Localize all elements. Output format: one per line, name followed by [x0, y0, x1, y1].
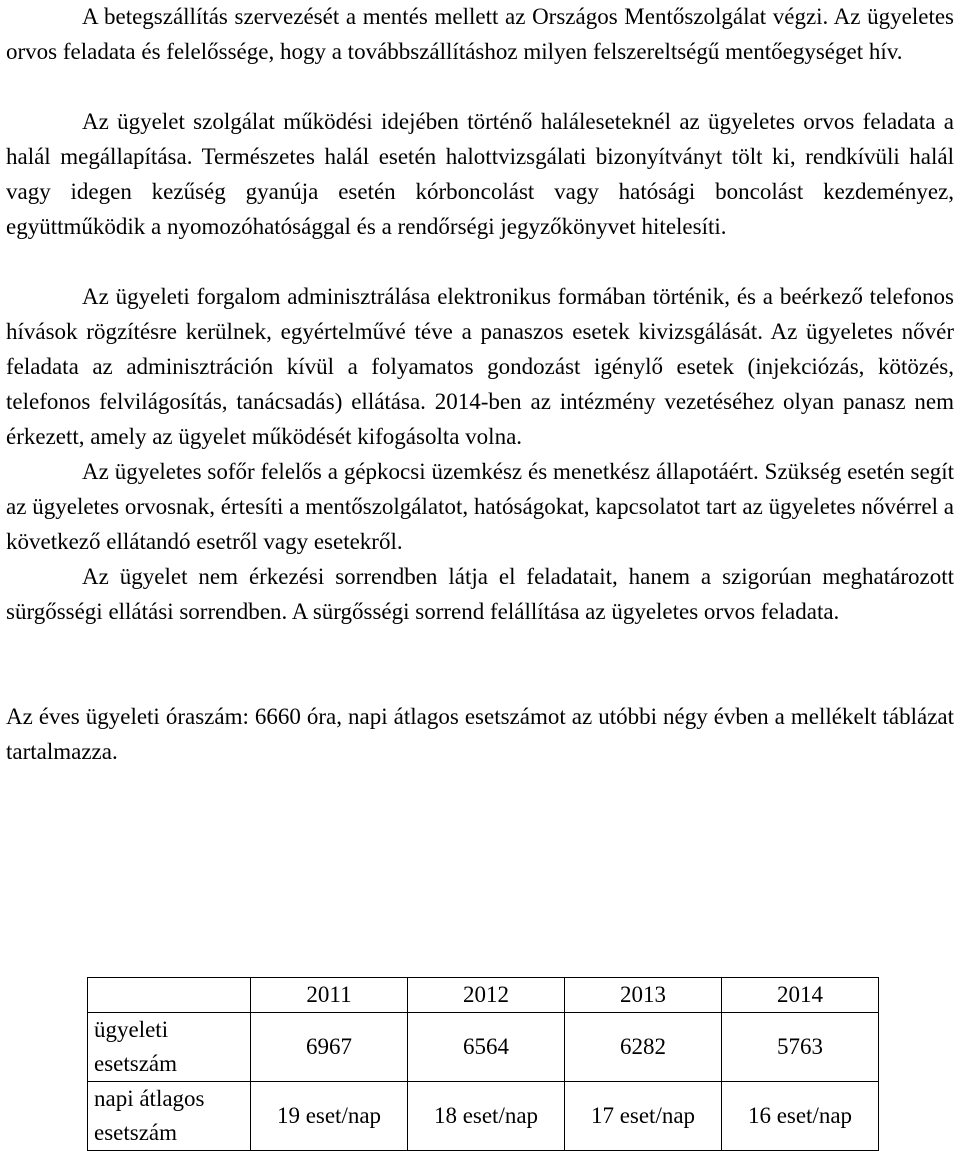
paragraph-priority: Az ügyelet nem érkezési sorrendben látja el feladatait, hanem a szigorúan meghatározott sürgősségi ellátási sorrendben. A sürgősségi sorrend felállítása az ügyeletes orvos feladata. [6, 564, 954, 624]
table-header-row [88, 978, 879, 1013]
year-cell: 2013 [565, 978, 722, 1013]
paragraph-ambulance: A betegszállítás szervezését a mentés mellett az Országos Mentőszolgálat végzi. Az ügyeletes orvos feladata és felelőssége, hogy a továbbszállításhoz milyen felszereltségű mentőegységet hív. [6, 4, 954, 64]
year-cell: 2014 [722, 978, 879, 1013]
table-cell: 6282 [565, 1013, 722, 1082]
table-cell: 17 eset/nap [565, 1082, 722, 1151]
year-cell: 2012 [408, 978, 565, 1013]
table-cell: 6967 [251, 1013, 408, 1082]
table-cell: 5763 [722, 1013, 879, 1082]
table-cell: 16 eset/nap [722, 1082, 879, 1151]
row-label: ügyeleti esetszám [88, 1013, 251, 1082]
document-page [6, 0, 954, 769]
table-row [88, 1013, 879, 1082]
paragraph-annual-hours: Az éves ügyeleti óraszám: 6660 óra, napi átlagos esetszámot az utóbbi négy évben a mellékelt táblázat tartalmazza. [6, 704, 954, 764]
table-cell: 18 eset/nap [408, 1082, 565, 1151]
table-cell: 19 eset/nap [251, 1082, 408, 1151]
table-cell: 6564 [408, 1013, 565, 1082]
table-corner-cell [88, 978, 251, 1013]
paragraph-death-cases: Az ügyelet szolgálat működési idejében történő haláleseteknél az ügyeletes orvos feladata a halál megállapítása. Természetes halál esetén halottvizsgálati bizonyítványt tölt ki, rendkívüli halál vagy idegen kezűség gyanúja esetén kórboncolást vagy hatósági boncolást kezdeményez, együttműködik a nyomozóhatósággal és a rendőrségi jegyzőkönyvet hitelesíti. [6, 109, 954, 239]
year-cell: 2011 [251, 978, 408, 1013]
paragraph-administration: Az ügyeleti forgalom adminisztrálása elektronikus formában történik, és a beérkező telefonos hívások rögzítésre kerülnek, egyértelművé téve a panaszos esetek kivizsgálását. Az ügyeletes nővér feladata az adminisztráción kívül a folyamatos gondozást igénylő esetek (injekciózás, kötözés, telefonos felvilágosítás, tanácsadás) ellátása. 2014-ben az intézmény vezetéséhez olyan panasz nem érkezett, amely az ügyelet működését kifogásolta volna. [6, 284, 954, 449]
row-label: napi átlagos esetszám [88, 1082, 251, 1151]
table-row [88, 1082, 879, 1151]
paragraph-driver: Az ügyeletes sofőr felelős a gépkocsi üzemkész és menetkész állapotáért. Szükség esetén segít az ügyeletes orvosnak, értesíti a mentőszolgálatot, hatóságokat, kapcsolatot tart az ügyeletes nővérrel a következő ellátandó esetről vagy esetekről. [6, 459, 954, 554]
case-count-table [87, 977, 879, 1151]
